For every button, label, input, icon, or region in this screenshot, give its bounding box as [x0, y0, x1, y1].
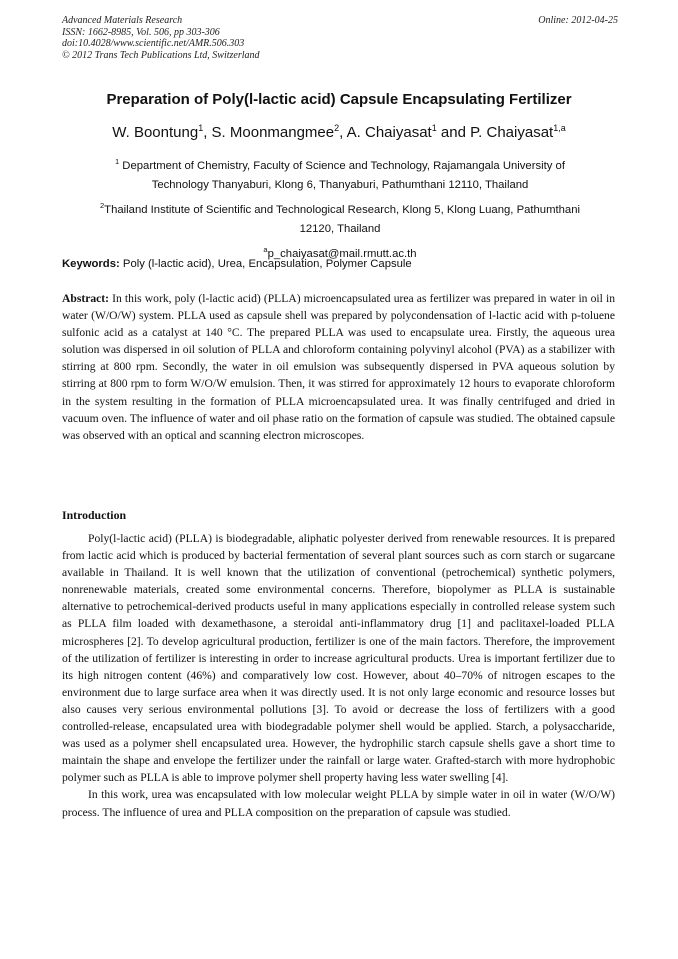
keywords-label: Keywords:	[62, 258, 120, 270]
introduction-body	[62, 530, 615, 821]
author-name: W. Boontung	[112, 124, 199, 141]
author-affil-mark: 1	[431, 123, 437, 133]
author-affil-mark: 1	[198, 123, 204, 133]
abstract	[62, 290, 615, 444]
affiliation-1-line-2: Technology Thanyaburi, Klong 6, Thanyaburi, Pathumthani 12110, Thailand	[151, 179, 529, 192]
copyright-line: © 2012 Trans Tech Publications Ltd, Switzerland	[62, 49, 260, 61]
email-mark: a	[263, 244, 268, 254]
author-name: P. Chaiyasat	[470, 124, 554, 141]
affiliation-1-line-1	[62, 152, 618, 176]
doi-line: doi:10.4028/www.scientific.net/AMR.506.303	[62, 38, 245, 49]
abstract-label: Abstract:	[62, 292, 110, 305]
author-name: S. Moonmangmee	[211, 124, 335, 141]
author-separator: ,	[339, 124, 347, 141]
author-separator: and	[436, 124, 471, 141]
abstract-text: In this work, poly (l-lactic acid) (PLLA) microencapsulated urea as fertilizer was prepared in water in oil in water (W/O/W) system. PLLA used as capsule shell was prepared by polycondensation of l-lactic acid with p-toluene sulfonic acid as a catalyst at 140 °C. The prepared PLLA was used to encapsulate urea. Firstly, the aqueous urea solution was dispersed in oil solution of PLLA and chloroform containing polyvinyl alcohol (PVA) as a stabilizer with stirring at 800 rpm. Secondly, the water in oil emulsion was subsequently dispersed in PVA aqueous solution by stirring at 800 rpm to form W/O/W emulsion. Then, it was stirred for approximately 12 hours to evaporate chloroform in the system resulting in the formation of PLLA microencapsulated urea. It was finally centrifuged and dried in vacuum oven. The influence of water and oil phase ratio on the formation of capsule was studied. The obtained capsule was observed with an optical and scanning electron microscopes.	[62, 292, 615, 442]
affiliation-2-line-1	[62, 196, 618, 220]
affiliation-2-line-2: 12120, Thailand	[299, 223, 381, 236]
affiliation-text: Department of Chemistry, Faculty of Science and Technology, Rajamangala University of	[119, 159, 565, 172]
author-affil-mark: 1,a	[553, 123, 566, 133]
affiliations	[62, 152, 618, 264]
keywords	[62, 258, 622, 270]
affiliation-mark: 2	[100, 200, 105, 210]
author-affil-mark: 2	[334, 123, 340, 133]
intro-paragraph-1: Poly(l-lactic acid) (PLLA) is biodegradable, aliphatic polyester derived from renewable resources. It is prepared from lactic acid which is produced by bacterial fermentation of several plant sources such as corn starch or sugarcane available in Thailand. It is well known that the utilization of conventional (petrochemical) synthetic polymers, nonrenewable materials, created some environmental concerns. Therefore, biopolymer as PLLA is sustainable alternative to petrochemical-derived products useful in many applications especially in controlled release system such as PLLA film loaded with dexamethasone, a steroidal anti-inflammatory drug [1] and paclitaxel-loaded PLLA microspheres [2]. To develop agricultural production, fertilizer is one of the main factors. Therefore, the improvement of the utilization of fertilizer is interesting in order to increase agricultural products. Urea is important fertilizer due to its high nitrogen content (46%) and comparatively low cost. However, about 40–70% of nitrogen escapes to the environment due to large surface area when it was directly used. It is not only large economic and resource losses but also causes very serious environmental pollutions [3]. To avoid or decrease the loss of fertilizers with a good controlled-release, encapsulated urea with biodegradable polymer shell would be applied. Starch, a polysaccharide, was used as a polymer shell encapsulated urea. However, the hydrophilic starch capsule shells gave a short time to maintain the shape and envelope the fertilizer under the rainfall or large water. Grafted-starch with more hydrophobic polymer such as PLLA is able to improve polymer shell property having less water swelling [4].	[62, 532, 615, 785]
author-list	[40, 123, 638, 141]
issn-line: ISSN: 1662-8985, Vol. 506, pp 303-306	[62, 26, 220, 38]
journal-header	[62, 15, 618, 61]
intro-paragraph-2: In this work, urea was encapsulated with low molecular weight PLLA by simple water in oil in water (W/O/W) process. The influence of urea and PLLA composition on the preparation of capsule was studied.	[62, 788, 615, 819]
section-heading-introduction: Introduction	[62, 508, 127, 522]
author-separator: ,	[203, 124, 212, 141]
affiliation-text: Thailand Institute of Scientific and Technological Research, Klong 5, Klong Luang, Pathumthani	[104, 203, 580, 216]
paper-title: Preparation of Poly(l-lactic acid) Capsule Encapsulating Fertilizer	[106, 91, 572, 108]
author-name: A. Chaiyasat	[346, 124, 432, 141]
keywords-text: Poly (l-lactic acid), Urea, Encapsulation, Polymer Capsule	[119, 258, 412, 270]
email-address[interactable]: p_chaiyasat@mail.rmutt.ac.th	[267, 247, 417, 260]
online-date: Online: 2012-04-25	[538, 15, 618, 26]
affiliation-mark: 1	[115, 157, 120, 166]
journal-name: Advanced Materials Research	[62, 15, 183, 26]
